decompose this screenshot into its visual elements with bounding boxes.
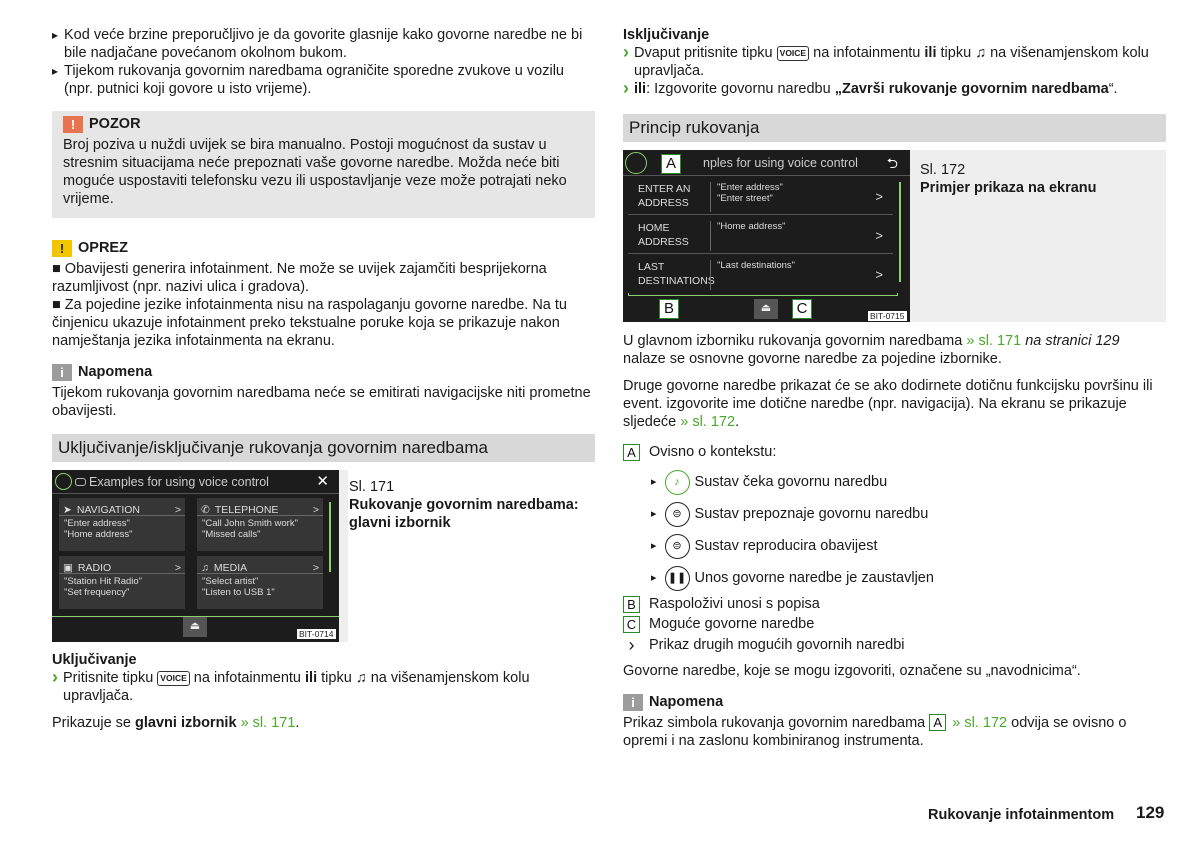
chevron-right-icon: >: [312, 562, 319, 574]
phone-icon: ✆: [201, 504, 210, 516]
legend-c: C Moguće govorne naredbe: [623, 614, 1166, 634]
note-block: [52, 363, 595, 420]
right-column: [623, 26, 1166, 750]
screen-header: [52, 470, 339, 494]
ref-link-172[interactable]: » sl. 172: [952, 715, 1008, 731]
tile-radio-cmd2: "Set frequency": [64, 587, 130, 598]
car-speaking-icon: ⊜: [665, 534, 690, 559]
eject-icon[interactable]: ⏏: [754, 299, 778, 319]
scrollbar[interactable]: [329, 502, 331, 572]
section-title-onoff: Uključivanje/isključivanje rukovanja govornim naredbama: [52, 434, 595, 462]
info-icon: i: [52, 364, 72, 381]
radio-icon: ▣: [63, 562, 73, 574]
tile-radio-head: RADIO: [77, 562, 112, 574]
chevron-right-icon: ›: [628, 635, 635, 655]
oprez-item-2: ■ Za pojedine jezike infotainmenta nisu na raspolaganju govorne naredbe. Na tu činjenicu ukazuje infotainment preko tekstualne poruke koja se prikazuje nakon namještanja jezika infotainmenta na ekranu.: [52, 297, 567, 349]
on-instruction: › Pritisnite tipku VOICE na infotainmentu ili tipku ♫ na višenamjenskom kolu upravljača.: [52, 669, 595, 705]
caution-icon: !: [52, 240, 72, 257]
chevron-right-icon: >: [875, 228, 883, 243]
tile-radio[interactable]: [59, 556, 185, 609]
car-listening-icon: ⊜: [665, 502, 690, 527]
note-text: Tijekom rukovanja govornim naredbama neće se emitirati navigacijske niti prometne obavijesti.: [52, 385, 591, 419]
tile-telephone-head: TELEPHONE: [214, 504, 279, 516]
oprez-block: [52, 239, 595, 350]
navigation-arrow-icon: ➤: [63, 504, 72, 516]
legend-more: › Prikaz drugih mogućih govornih naredbi: [623, 635, 1166, 655]
legend-a: A Ovisno o kontekstu:: [623, 442, 1166, 462]
tile-media[interactable]: [197, 556, 323, 609]
ref-link-171[interactable]: » sl. 171: [240, 715, 296, 731]
tile-navigation-cmd2: "Home address": [64, 529, 133, 540]
ref-link-172[interactable]: » sl. 172: [680, 414, 736, 430]
eject-icon[interactable]: ⏏: [183, 617, 207, 637]
tile-telephone-cmd2: "Missed calls": [202, 529, 261, 540]
left-column: [52, 26, 595, 732]
section-title-principle: Princip rukovanja: [623, 114, 1166, 142]
chevron-right-icon: >: [174, 562, 181, 574]
chevron-right-icon: >: [875, 267, 883, 282]
tile-media-cmd1: "Select artist": [202, 576, 259, 587]
tile-media-head: MEDIA: [213, 562, 248, 574]
pozor-text: Broj poziva u nuždi uvijek se bira manualno. Postoji mogućnost da sustav u stresnim situacijama neće prepoznati vaše govorne naredbe. Možda neće biti moguće uspostaviti telefonsku vezu ili uspostavljanje veze može potrajati neko vrijeme.: [63, 137, 567, 207]
screen-main-menu: [52, 470, 339, 642]
oprez-title: OPREZ: [78, 240, 128, 256]
row-enter-address[interactable]: ENTER AN ADDRESS "Enter address" "Enter street" >: [628, 179, 893, 215]
chevron-right-icon: >: [875, 189, 883, 204]
bullet-speed: ▸ Kod veće brzine preporučljivo je da govorite glasnije kako govorne naredbe ne bi bile nadjačane povećanom okolnom bukom.: [52, 26, 595, 62]
voice-waiting-icon: ♪: [665, 470, 690, 495]
figure-number: Sl. 171: [349, 479, 395, 495]
pause-icon: ❚❚: [665, 566, 690, 591]
figure-171: [52, 470, 595, 642]
tile-navigation-head: NAVIGATION: [76, 504, 141, 516]
tile-telephone-cmd1: "Call John Smith work": [202, 518, 298, 529]
tile-navigation-cmd1: "Enter address": [64, 518, 130, 529]
para-other-commands: Druge govorne naredbe prikazat će se ako dodirnete dotičnu funkcijsku površinu ili event. izgovorite ime dotične naredbe (npr. navigacija). Na ekranu se prikazuje sljedeće » sl. 172.: [623, 378, 1153, 430]
label-c: C: [792, 299, 812, 319]
note-block-right: [623, 693, 1166, 750]
voice-control-icon: [625, 152, 647, 174]
figure-number: Sl. 172: [920, 162, 966, 178]
figure-caption: Primjer prikaza na ekranu: [920, 180, 1097, 196]
music-note-icon: ♫: [201, 562, 209, 574]
tile-navigation[interactable]: [59, 498, 185, 551]
close-icon[interactable]: ✕: [316, 472, 329, 490]
off-heading: Isključivanje: [623, 27, 710, 43]
legend-b: B Raspoloživi unosi s popisa: [623, 594, 1166, 614]
pozor-box: [52, 111, 595, 218]
scrollbar[interactable]: [899, 182, 901, 282]
chevron-right-icon: >: [174, 504, 181, 516]
shows-main-menu: Prikazuje se glavni izbornik » sl. 171.: [52, 715, 300, 731]
figure-code: BIT-0715: [870, 311, 905, 321]
warning-icon: !: [63, 116, 83, 133]
legend-list: [623, 442, 1166, 655]
figure-172: [623, 150, 1166, 322]
voice-key-icon: VOICE: [777, 46, 809, 61]
tile-media-cmd2: "Listen to USB 1": [202, 587, 275, 598]
voice-wheel-icon: ♫: [355, 670, 367, 686]
ref-link-171[interactable]: » sl. 171: [966, 333, 1022, 349]
info-icon: i: [623, 694, 643, 711]
chevron-right-icon: >: [312, 504, 319, 516]
voice-control-icon: [55, 473, 72, 490]
note-text: Prikaz simbola rukovanja govornim naredbama A » sl. 172 odvija se ovisno o opremi i na zaslonu kombiniranog instrumenta.: [623, 715, 1127, 749]
screen-title: nples for using voice control: [703, 155, 858, 170]
footer-chapter: Rukovanje infotainmentom: [928, 807, 1115, 823]
label-b: B: [659, 299, 679, 319]
on-heading: Uključivanje: [52, 652, 137, 668]
tile-telephone[interactable]: [197, 498, 323, 551]
bullet-noise: ▸ Tijekom rukovanja govornim naredbama ograničite sporedne zvukove u vozilu (npr. putnici koji govore u isto vrijeme).: [52, 62, 595, 98]
pozor-title: POZOR: [89, 116, 141, 132]
oprez-item-1: ■ Obavijesti generira infotainment. Ne može se uvijek zajamčiti besprijekorna razumljivost (npr. nazivi ulica i gradova).: [52, 261, 547, 295]
row-home-address[interactable]: HOME ADDRESS "Home address" >: [628, 218, 893, 254]
screen-examples: [623, 150, 910, 322]
back-arrow-icon[interactable]: ⮌: [886, 154, 898, 171]
figure-code: BIT-0714: [299, 629, 334, 639]
state-paused: ▸ ❚❚ Unos govorne naredbe je zaustavljen: [651, 562, 1166, 594]
figure-caption: Rukovanje govornim naredbama: glavni izbornik: [349, 497, 579, 531]
label-a: A: [661, 154, 681, 174]
off-instruction-alt: › ili: Izgovorite govornu naredbu „Završi rukovanje govornim naredbama“.: [623, 80, 1166, 98]
off-instruction: › Dvaput pritisnite tipku VOICE na infotainmentu ili tipku ♫ na višenamjenskom kolu upravljača.: [623, 44, 1166, 80]
note-title: Napomena: [649, 694, 724, 710]
screen-title: Examples for using voice control: [89, 474, 269, 489]
page-number: 129: [1136, 803, 1165, 822]
voice-wheel-icon: ♫: [975, 45, 987, 61]
state-recognizing: ▸ ⊜ Sustav prepoznaje govornu naredbu: [651, 498, 1166, 530]
speaker-icon: [75, 478, 86, 486]
voice-key-icon: VOICE: [157, 671, 189, 686]
para-quotes: Govorne naredbe, koje se mogu izgovoriti, označene su „navodnicima“.: [623, 663, 1081, 679]
para-main-menu: U glavnom izborniku rukovanja govornim naredbama » sl. 171 na stranici 129 nalaze se osnovne govorne naredbe za pojedine izbornike.: [623, 333, 1120, 367]
state-waiting: ▸ ♪ Sustav čeka govornu naredbu: [651, 466, 1166, 498]
row-last-destinations[interactable]: LAST DESTINATIONS "Last destinations" >: [628, 257, 893, 293]
tile-radio-cmd1: "Station Hit Radio": [64, 576, 143, 587]
state-playing: ▸ ⊜ Sustav reproducira obavijest: [651, 530, 1166, 562]
note-title: Napomena: [78, 364, 153, 380]
